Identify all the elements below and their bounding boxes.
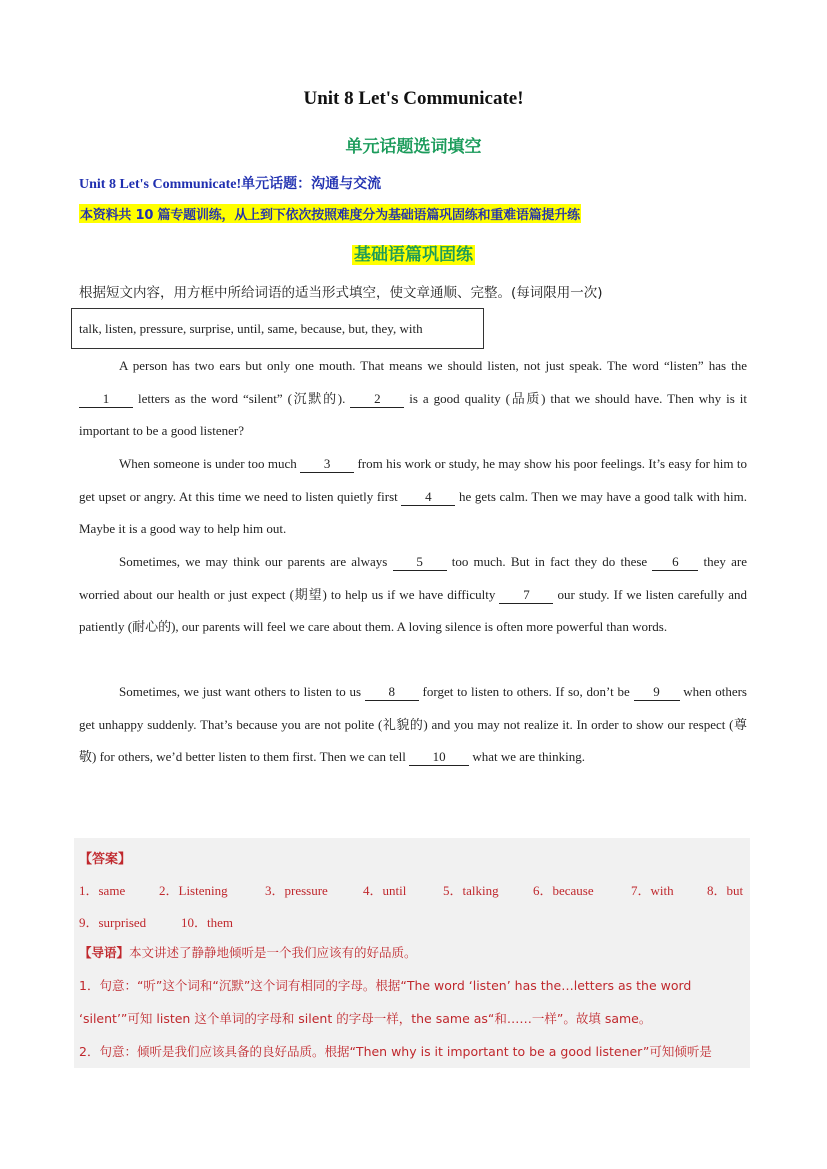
p1-text-2: letters as the word “silent” (沉默的). [133, 390, 351, 406]
blank-1[interactable]: 1 [79, 392, 133, 408]
note-2-line: 2．句意：倾听是我们应该具备的良好品质。根据“Then why is it important to be a good listener”可知倾听是 [79, 1044, 712, 1059]
p2-text-1: When someone is under too much [119, 456, 301, 471]
answer-item-2: 2．Listening [159, 883, 228, 898]
answer-item-6: 6．because [533, 883, 594, 898]
p4-text-1: Sometimes, we just want others to listen to us [119, 684, 365, 699]
blank-2[interactable]: 2 [350, 392, 404, 408]
unit-topic-cn: 单元话题：沟通与交流 [241, 176, 382, 192]
blank-9[interactable]: 9 [634, 685, 680, 701]
note-1-line-b: ‘silent’”可知 listen 这个单词的字母和 silent 的字母一样，the same as“和……一样”。故填 same。 [79, 1011, 652, 1026]
answer-item-1: 1．same [79, 883, 126, 898]
passage-paragraph-3 [79, 546, 747, 644]
blank-6[interactable]: 6 [652, 555, 698, 571]
p1-text-1: A person has two ears but only one mouth. That means we should listen, not just speak. The word “listen” has the [119, 358, 747, 373]
answer-item-10: 10．them [181, 915, 233, 930]
answer-item-4: 4．until [363, 883, 407, 898]
p3-text-3: they are worried about our health or just expect (期望) to help us if we have difficulty [79, 554, 747, 602]
note-1-line-a: 1．句意：“听”这个词和“沉默”这个词有相同的字母。根据“The word ‘listen’ has the…letters as the word [79, 978, 692, 993]
document-subtitle: 单元话题选词填空 [345, 137, 482, 157]
section-heading [0, 240, 827, 265]
answer-item-9: 9．surprised [79, 915, 147, 930]
document-title: Unit 8 Let's Communicate! [303, 88, 524, 109]
blank-4[interactable]: 4 [401, 490, 455, 506]
answer-item-7: 7．with [631, 883, 674, 898]
p4-text-4: what we are thinking. [469, 749, 585, 765]
passage-paragraph-4 [79, 676, 747, 774]
passage-paragraph-1 [79, 350, 747, 448]
answer-item-5: 5．talking [443, 883, 499, 898]
p2-text-2: from his work or study, he may show his poor feelings. It’s easy for him to get upset or angry. At this time we need to listen quietly first [79, 456, 747, 504]
answer-heading: 【答案】 [79, 852, 132, 867]
p1-text-3: is a good quality (品质) that we should have. Then why is it important to be a good listener? [79, 390, 747, 439]
guide-line [79, 943, 417, 961]
p4-text-3: when others get unhappy suddenly. That’s because you are not polite (礼貌的) and you may not realize it. In order to show our respect (尊敬) for others, we’d better listen to them first. Then we can tell [79, 684, 747, 765]
section-heading-text: 基础语篇巩固练 [354, 245, 473, 265]
blank-10[interactable]: 10 [409, 750, 469, 766]
guide-label: 【导语】 [79, 945, 130, 960]
answer-item-3: 3．pressure [265, 883, 328, 898]
p3-text-2: too much. But in fact they do these [446, 554, 653, 569]
word-box [71, 308, 484, 349]
p4-text-2: forget to listen to others. If so, don’t be [418, 684, 634, 699]
p3-text-4: our study. If we listen carefully and patiently (耐心的), our parents will feel we care about them. A loving silence is often more powerful than words. [79, 586, 747, 635]
blank-8[interactable]: 8 [365, 685, 419, 701]
word-box-text: talk, listen, pressure, surprise, until, same, because, but, they, with [79, 321, 423, 336]
unit-topic-line [79, 173, 381, 193]
p2-text-3: he gets calm. Then we may have a good talk with him. Maybe it is a good way to help him out. [79, 488, 747, 537]
blank-5[interactable]: 5 [393, 555, 447, 571]
blank-3[interactable]: 3 [300, 457, 354, 473]
answer-item-8: 8．but [707, 883, 744, 898]
passage-paragraph-2 [79, 448, 747, 546]
blank-7[interactable]: 7 [499, 588, 553, 604]
p3-text-1: Sometimes, we may think our parents are always [119, 554, 393, 569]
highlight-note: 本资料共 10 篇专题训练，从上到下依次按照难度分为基础语篇巩固练和重难语篇提升练 [79, 204, 581, 223]
unit-topic-en: Unit 8 Let's Communicate! [79, 177, 242, 192]
instructions: 根据短文内容，用方框中所给词语的适当形式填空，使文章通顺、完整。(每词限用一次) [79, 285, 603, 301]
guide-text: 本文讲述了静静地倾听是一个我们应该有的好品质。 [129, 945, 417, 960]
